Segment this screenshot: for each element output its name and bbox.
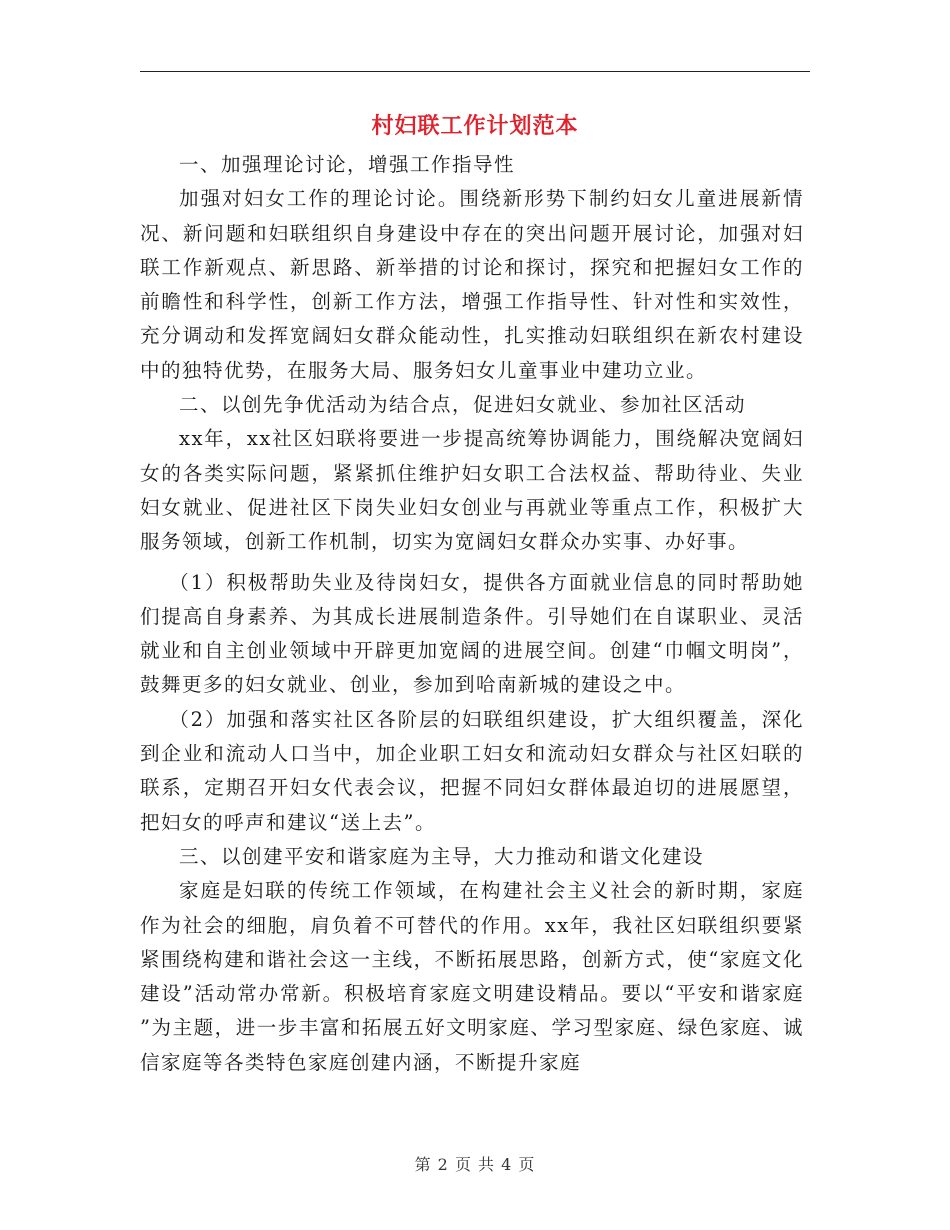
page-number: 第 2 页 共 4 页 <box>414 1155 536 1174</box>
paragraph: 家庭是妇联的传统工作领域，在构建社会主义社会的新时期，家庭作为社会的细胞，肩负着不可替代的作用。xx年，我社区妇联组织要紧紧围绕构建和谐社会这一主线，不断拓展思路，创新方式，使“家庭文化建设”活动常办常新。积极培育家庭文明建设精品。要以“平安和谐家庭 ”为主题，进一步丰富和拓展五好文明家庭、学习型家庭、绿色家庭、诚信家庭等各类特色家庭创建内涵，不断提升家庭 <box>140 879 804 1074</box>
list-item-1: （1）积极帮助失业及待岗妇女，提供各方面就业信息的同时帮助她们提高自身素养、为其成长进展制造条件。引导她们在自谋职业、灵活就业和自主创业领域中开辟更加宽阔的进展空间。创建“巾帼文明岗”，鼓舞更多的妇女就业、创业，参加到哈南新城的建设之中。 <box>140 570 804 697</box>
document-title: 村妇联工作计划范本 <box>371 113 579 139</box>
section-heading-2: 二、以创先争优活动为结合点，促进妇女就业、参加社区活动 <box>179 393 747 417</box>
document-body <box>140 148 804 1080</box>
list-item-2: （2）加强和落实社区各阶层的妇联组织建设，扩大组织覆盖，深化到企业和流动人口当中，加企业职工妇女和流动妇女群众与社区妇联的联系，定期召开妇女代表会议，把握不同妇女群体最迫切的进展愿望，把妇女的呼声和建议“送上去”。 <box>140 707 804 834</box>
section-heading-3: 三、以创建平安和谐家庭为主导，大力推动和谐文化建设 <box>179 844 705 868</box>
section-heading-1: 一、加强理论讨论，增强工作指导性 <box>179 153 516 176</box>
paragraph: xx年，xx社区妇联将要进一步提高统筹协调能力，围绕解决宽阔妇女的各类实际问题，紧紧抓住维护妇女职工合法权益、帮助待业、失业妇女就业、促进社区下岗失业妇女创业与再就业等重点工作，积极扩大服务领域，创新工作机制，切实为宽阔妇女群众办实事、办好事。 <box>140 427 804 554</box>
header-rule <box>140 71 810 72</box>
paragraph: 加强对妇女工作的理论讨论。围绕新形势下制约妇女儿童进展新情况、新问题和妇联组织自身建设中存在的突出问题开展讨论，加强对妇联工作新观点、新思路、新举措的讨论和探讨，探究和把握妇女工作的前瞻性和科学性，创新工作方法，增强工作指导性、针对性和实效性，充分调动和发挥宽阔妇女群众能动性，扎实推动妇联组织在新农村建设中的独特优势，在服务大局、服务妇女儿童事业中建功立业。 <box>140 187 804 382</box>
